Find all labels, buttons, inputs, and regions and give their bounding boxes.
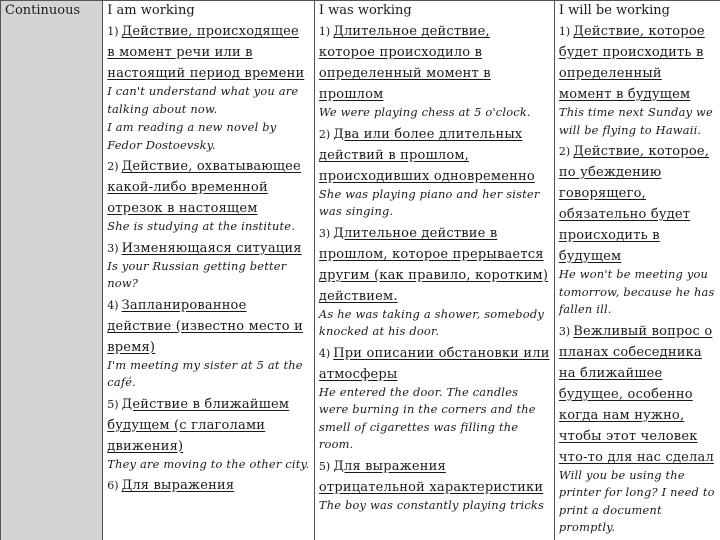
example-sentence: Is your Russian getting better now? xyxy=(107,258,287,290)
column-present-continuous xyxy=(103,1,315,540)
column-heading: I am working xyxy=(107,3,195,18)
column-heading: I was working xyxy=(318,3,412,18)
usage-rule-line xyxy=(107,20,310,83)
usage-entry xyxy=(319,342,550,454)
row-label-cell xyxy=(1,1,103,540)
usage-number: 1) xyxy=(107,25,119,38)
usage-rule: Действие, которое, по убеждению говорящего, обязательно будет происходить в будущем xyxy=(558,144,710,264)
usage-number: 1) xyxy=(318,25,331,38)
usage-rule-line xyxy=(107,155,310,218)
usage-rule: Действие, охватывающее какой-либо временной отрезок в настоящем xyxy=(107,159,301,216)
example-sentence: He won't be meeting you tomorrow, because he has fallen ill. xyxy=(558,267,715,316)
usage-entry xyxy=(107,155,310,236)
usage-entry xyxy=(559,20,717,139)
usage-rule: Действие в ближайшем будущем (с глаголами движения) xyxy=(107,396,290,454)
usage-number: 3) xyxy=(558,324,571,338)
example-sentence: She was playing piano and her sister was singing. xyxy=(318,186,540,218)
usage-number: 6) xyxy=(107,479,119,492)
example-sentence: This time next Sunday we will be flying to Hawaii. xyxy=(558,105,713,137)
usage-rule: Запланированное действие (известно место и время) xyxy=(107,297,303,355)
usage-rule: Для выражения xyxy=(121,478,235,493)
column-past-continuous xyxy=(314,1,554,540)
example-sentence: She is studying at the institute. xyxy=(107,219,296,233)
usage-rule-line xyxy=(319,455,550,497)
column-heading: I will be working xyxy=(558,3,670,18)
usage-number: 2) xyxy=(107,160,119,173)
usage-number: 4) xyxy=(318,346,331,360)
usage-number: 3) xyxy=(107,241,119,255)
usage-rule: Вежливый вопрос о планах собеседника на ближайшее будущее, особенно когда нам нужно, чтобы этот человек что-то для нас сделал xyxy=(558,323,714,465)
example-sentence: They are moving to the other city. xyxy=(107,456,310,471)
example-sentence: Will you be using the printer for long? I need to print a document promptly. xyxy=(558,467,715,534)
usage-rule-line xyxy=(559,140,717,266)
usage-entry xyxy=(319,123,550,221)
usage-rule: Изменяющаяся ситуация xyxy=(121,240,302,256)
usage-rule: Действие, которое будет происходить в определенный момент в будущем xyxy=(558,24,705,102)
usage-entry xyxy=(107,294,310,392)
usage-rule-line xyxy=(107,294,310,357)
usage-rule: Длительное действие в прошлом, которое прерывается другим (как правило, коротким) действием. xyxy=(318,225,549,304)
usage-number: 5) xyxy=(318,459,331,473)
example-sentence: As he was taking a shower, somebody knocked at his door. xyxy=(318,306,544,338)
usage-number: 4) xyxy=(107,298,119,312)
usage-rule: Для выражения отрицательной характеристики xyxy=(318,458,544,495)
example-sentence: I'm meeting my sister at 5 at the café. xyxy=(107,357,303,389)
usage-rule-line xyxy=(107,393,310,456)
usage-rule-line xyxy=(559,320,717,467)
usage-entry xyxy=(319,455,550,515)
usage-entry xyxy=(559,320,717,537)
row-label: Continuous xyxy=(5,3,81,18)
usage-rule-line xyxy=(107,474,310,495)
usage-rule-line xyxy=(107,237,310,258)
usage-entry xyxy=(107,237,310,293)
usage-rule: Действие, происходящее в момент речи или в настоящий период времени xyxy=(107,24,305,81)
usage-rule-line xyxy=(559,20,717,104)
usage-number: 2) xyxy=(318,127,331,141)
table-row xyxy=(1,1,720,540)
usage-entry xyxy=(107,20,310,154)
usage-entry xyxy=(319,222,550,341)
example-sentence: We were playing chess at 5 o'clock. xyxy=(318,105,531,119)
usage-rule: При описании обстановки или атмосферы xyxy=(318,345,550,382)
usage-rule: Длительное действие, которое происходило в определенный момент в прошлом xyxy=(318,24,491,102)
usage-entry xyxy=(107,393,310,474)
usage-number: 5) xyxy=(107,397,119,411)
usage-rule-line xyxy=(319,342,550,384)
usage-number: 1) xyxy=(558,25,571,38)
example-sentence: I can't understand what you are talking about now. xyxy=(107,84,299,116)
usage-number: 2) xyxy=(558,145,571,158)
usage-entry xyxy=(107,474,310,495)
usage-number: 3) xyxy=(318,226,331,240)
usage-rule: Два или более длительных действий в прошлом, происходивших одновременно xyxy=(318,126,535,184)
example-sentence: He entered the door. The candles were burning in the corners and the smell of cigarettes was filling the room. xyxy=(318,384,536,451)
usage-entry xyxy=(319,20,550,122)
example-sentence: The boy was constantly playing tricks xyxy=(318,497,545,512)
usage-rule-line xyxy=(319,222,550,306)
usage-rule-line xyxy=(319,20,550,104)
usage-rule-line xyxy=(319,123,550,186)
usage-entry xyxy=(559,140,717,319)
example-sentence: I am reading a new novel by Fedor Dostoevsky. xyxy=(107,120,277,152)
column-future-continuous xyxy=(554,1,720,540)
